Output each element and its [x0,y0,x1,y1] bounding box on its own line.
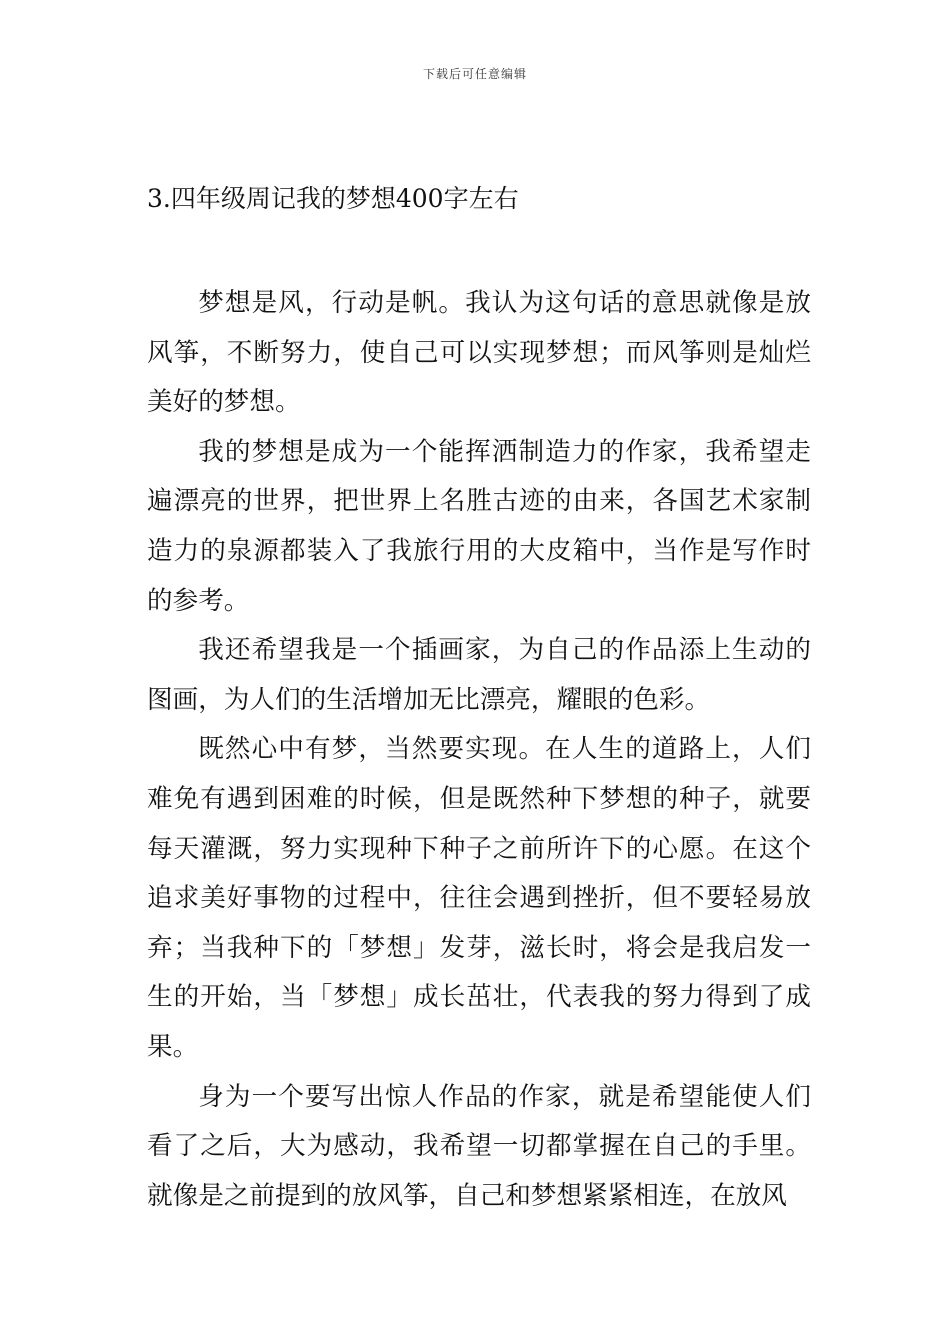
paragraph: 我还希望我是一个插画家，为自己的作品添上生动的图画，为人们的生活增加无比漂亮，耀眼的色彩。 [147,635,811,715]
document-body [147,279,811,1221]
paragraph: 既然心中有梦，当然要实现。在人生的道路上，人们难免有遇到困难的时候，但是既然种下梦想的种子，就要每天灌溉，努力实现种下种子之前所许下的心愿。在这个追求美好事物的过程中，往往会遇到挫折，但不要轻易放弃；当我种下的「梦想」发芽，滋长时，将会是我启发一生的开始，当「梦想」成长茁壮，代表我的努力得到了成果。 [147,734,811,1062]
paragraph: 身为一个要写出惊人作品的作家，就是希望能使人们看了之后，大为感动，我希望一切都掌握在自己的手里。就像是之前提到的放风筝，自己和梦想紧紧相连，在放风 [147,1081,811,1211]
paragraph: 我的梦想是成为一个能挥洒制造力的作家，我希望走遍漂亮的世界，把世界上名胜古迹的由来，各国艺术家制造力的泉源都装入了我旅行用的大皮箱中，当作是写作时的参考。 [147,436,811,616]
document-title: 3.四年级周记我的梦想400字左右 [147,184,519,213]
paragraph: 梦想是风，行动是帆。我认为这句话的意思就像是放风筝，不断努力，使自己可以实现梦想；而风筝则是灿烂美好的梦想。 [147,288,811,418]
header-note: 下载后可任意编辑 [422,67,527,81]
